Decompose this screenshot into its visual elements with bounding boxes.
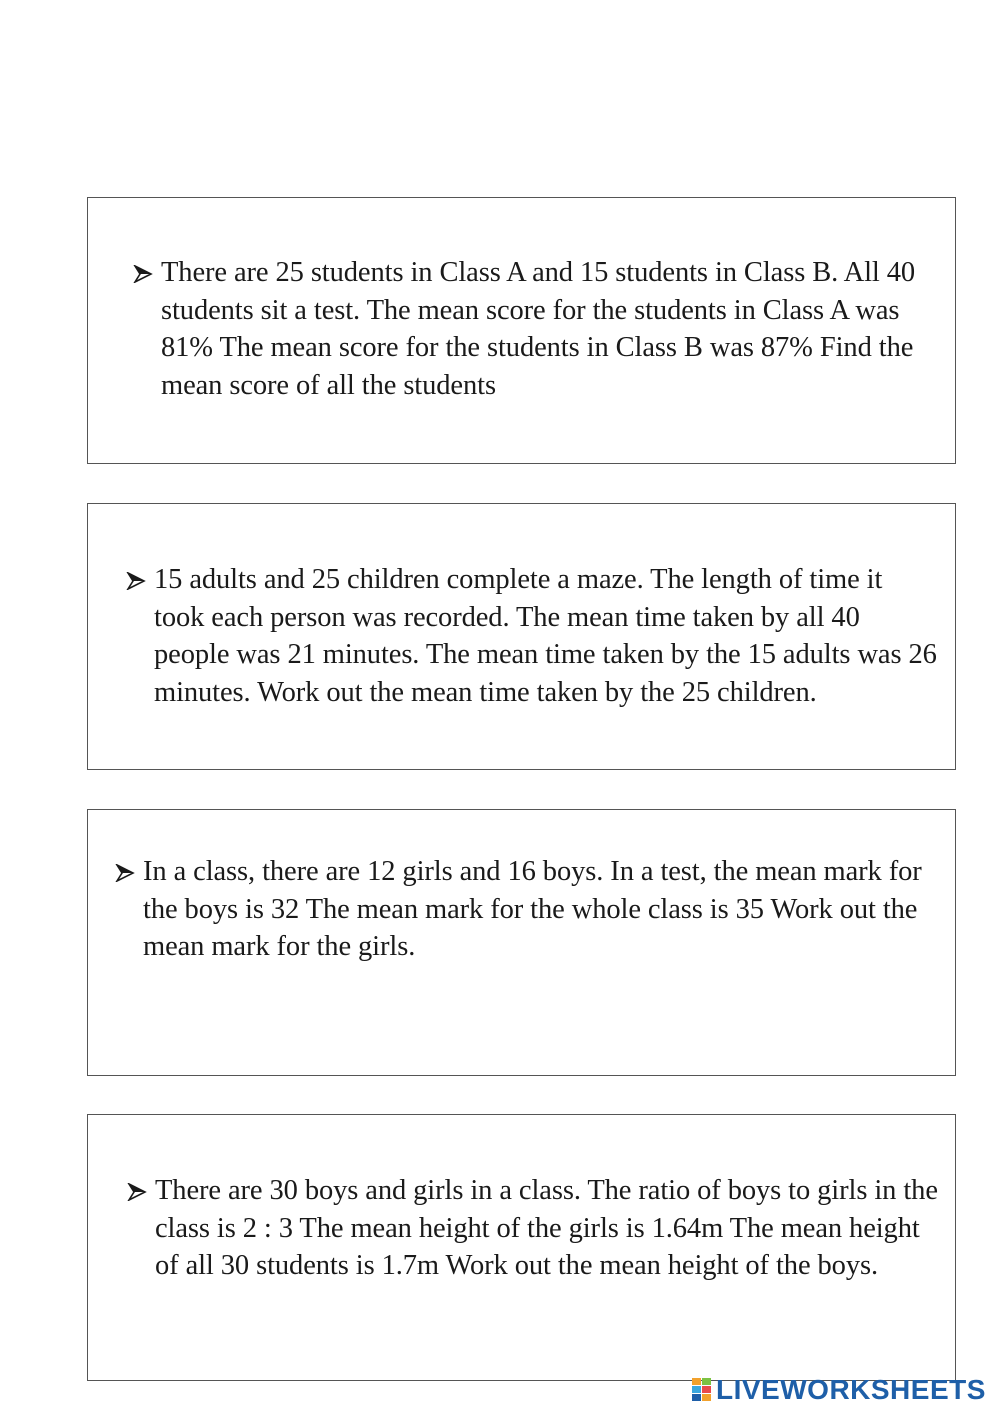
question-card-2 [87,503,956,770]
logo-blocks-icon [692,1378,712,1402]
arrow-bullet-icon [133,254,157,291]
question-text-3: In a class, there are 12 girls and 16 boys. In a test, the mean mark for the boys is 32 The mean mark for the whole class is 35 Work out the mean mark for the girls. [143,853,939,966]
arrow-bullet-icon [126,561,150,598]
arrow-bullet-icon [127,1172,151,1209]
logo-text: LIVEWORKSHEETS [716,1374,986,1405]
question-card-1 [87,197,956,464]
liveworksheets-logo [692,1373,986,1407]
question-text-1: There are 25 students in Class A and 15 students in Class B. All 40 students sit a test. The mean score for the students in Class A was 81% The mean score for the students in Class B was 87% Find the mean score of all the students [161,254,939,405]
question-card-3 [87,809,956,1076]
arrow-bullet-icon [115,853,139,890]
question-card-4 [87,1114,956,1381]
question-text-4: There are 30 boys and girls in a class. The ratio of boys to girls in the class is 2 : 3 The mean height of the girls is 1.64m The mean height of all 30 students is 1.7m Work out the mean height of the boys. [155,1172,939,1285]
question-text-2: 15 adults and 25 children complete a maze. The length of time it took each person was recorded. The mean time taken by all 40 people was 21 minutes. The mean time taken by the 15 adults was 26 minutes. Work out the mean time taken by the 25 children. [154,561,939,712]
